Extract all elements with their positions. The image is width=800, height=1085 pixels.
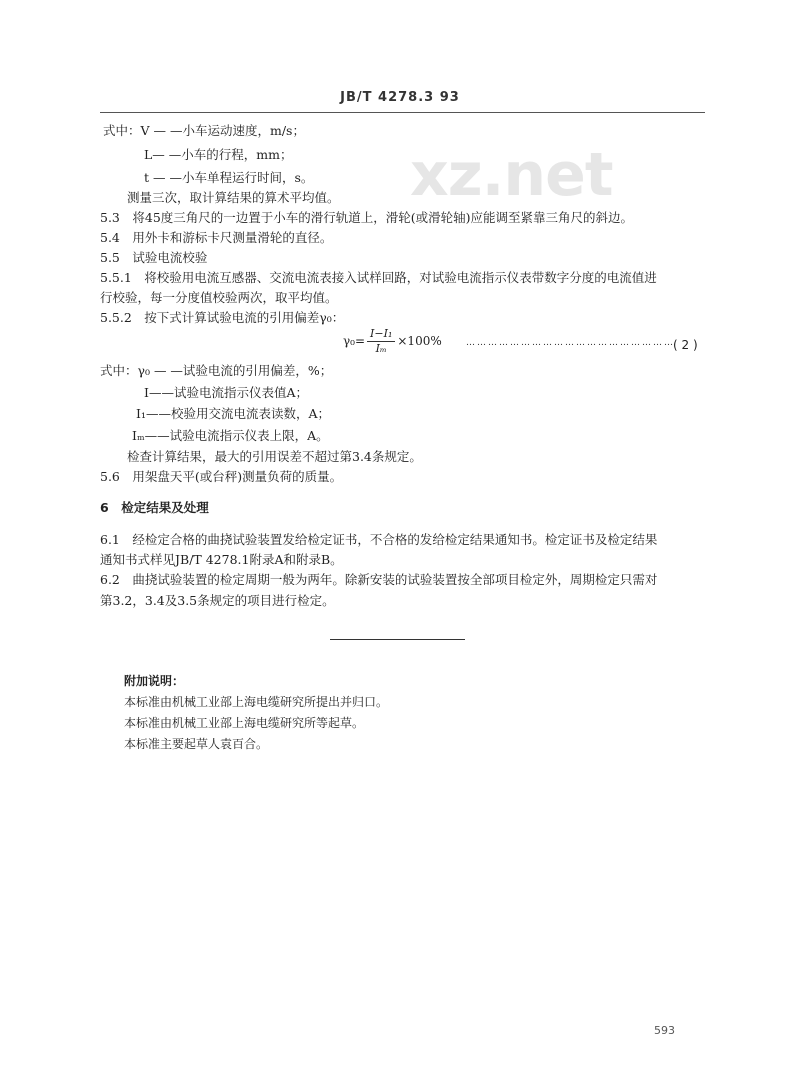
- formula-rhs: ×100%: [397, 334, 442, 348]
- measure-note: 测量三次，取计算结果的算术平均值。: [127, 190, 340, 205]
- clause-6-2-line1: 6.2 曲挠试验装置的检定周期一般为两年。除新安装的试验装置按全部项目检定外，周期检定只需对: [100, 572, 658, 587]
- where-line-ammeter: I₁——校验用交流电流表读数，A；: [136, 406, 330, 421]
- where-line-travel: L— —小车的行程，mm；: [144, 147, 293, 162]
- clause-5-5-1-line1: 5.5.1 将校验用电流互感器、交流电流表接入试样回路，对试验电流指示仪表带数字分度的电流值进: [100, 270, 657, 285]
- additional-note-2: 本标准由机械工业部上海电缆研究所等起草。: [124, 716, 365, 730]
- header-rule: [100, 112, 705, 113]
- additional-note-3: 本标准主要起草人袁百合。: [124, 737, 269, 751]
- clause-5-5: 5.5 试验电流校验: [100, 250, 208, 265]
- where-line-deviation: 式中：γ₀ — —试验电流的引用偏差，%；: [100, 363, 333, 378]
- clause-5-6: 5.6 用架盘天平(或台秤)测量负荷的质量。: [100, 469, 343, 484]
- formula-2: [343, 327, 442, 356]
- page-number: 593: [654, 1024, 675, 1037]
- page-header: JB/T 4278.3 93: [340, 90, 460, 105]
- formula-denominator: Iₘ: [375, 342, 387, 355]
- formula-leader-dots: …………………………………………………: [466, 338, 675, 348]
- formula-lhs: γ₀=: [343, 334, 366, 348]
- section-6-heading: 6 检定结果及处理: [100, 500, 209, 515]
- clause-6-2-line2: 第3.2，3.4及3.5条规定的项目进行检定。: [100, 593, 335, 608]
- where-line-indicated: I——试验电流指示仪表值A；: [144, 385, 308, 400]
- additional-note-1: 本标准由机械工业部上海电缆研究所提出并归口。: [124, 695, 389, 709]
- check-result-note: 检查计算结果，最大的引用误差不超过第3.4条规定。: [127, 449, 422, 464]
- clause-5-5-2: 5.5.2 按下式计算试验电流的引用偏差γ₀：: [100, 310, 345, 325]
- where-line-time: t — —小车单程运行时间，s。: [144, 170, 314, 185]
- clause-6-1-line2: 通知书式样见JB/T 4278.1附录A和附录B。: [100, 552, 343, 567]
- formula-numerator: I−I₁: [367, 327, 395, 342]
- watermark: xz.net: [410, 140, 613, 210]
- where-line-velocity: 式中：V — —小车运动速度，m/s；: [103, 123, 305, 138]
- clause-6-1-line1: 6.1 经检定合格的曲挠试验装置发给检定证书，不合格的发给检定结果通知书。检定证书及检定结果: [100, 532, 658, 547]
- clause-5-3: 5.3 将45度三角尺的一边置于小车的滑行轨道上，滑轮(或滑轮轴)应能调至紧靠三角尺的斜边。: [100, 210, 634, 225]
- formula-fraction: [367, 327, 395, 356]
- formula-number: ( 2 ): [673, 338, 698, 352]
- clause-5-5-1-line2: 行校验，每一分度值校验两次，取平均值。: [100, 290, 338, 305]
- clause-5-4: 5.4 用外卡和游标卡尺测量滑轮的直径。: [100, 230, 333, 245]
- where-line-upper-limit: Iₘ——试验电流指示仪表上限，A。: [132, 428, 329, 443]
- end-rule: [330, 639, 465, 640]
- additional-notes-title: 附加说明：: [124, 674, 185, 688]
